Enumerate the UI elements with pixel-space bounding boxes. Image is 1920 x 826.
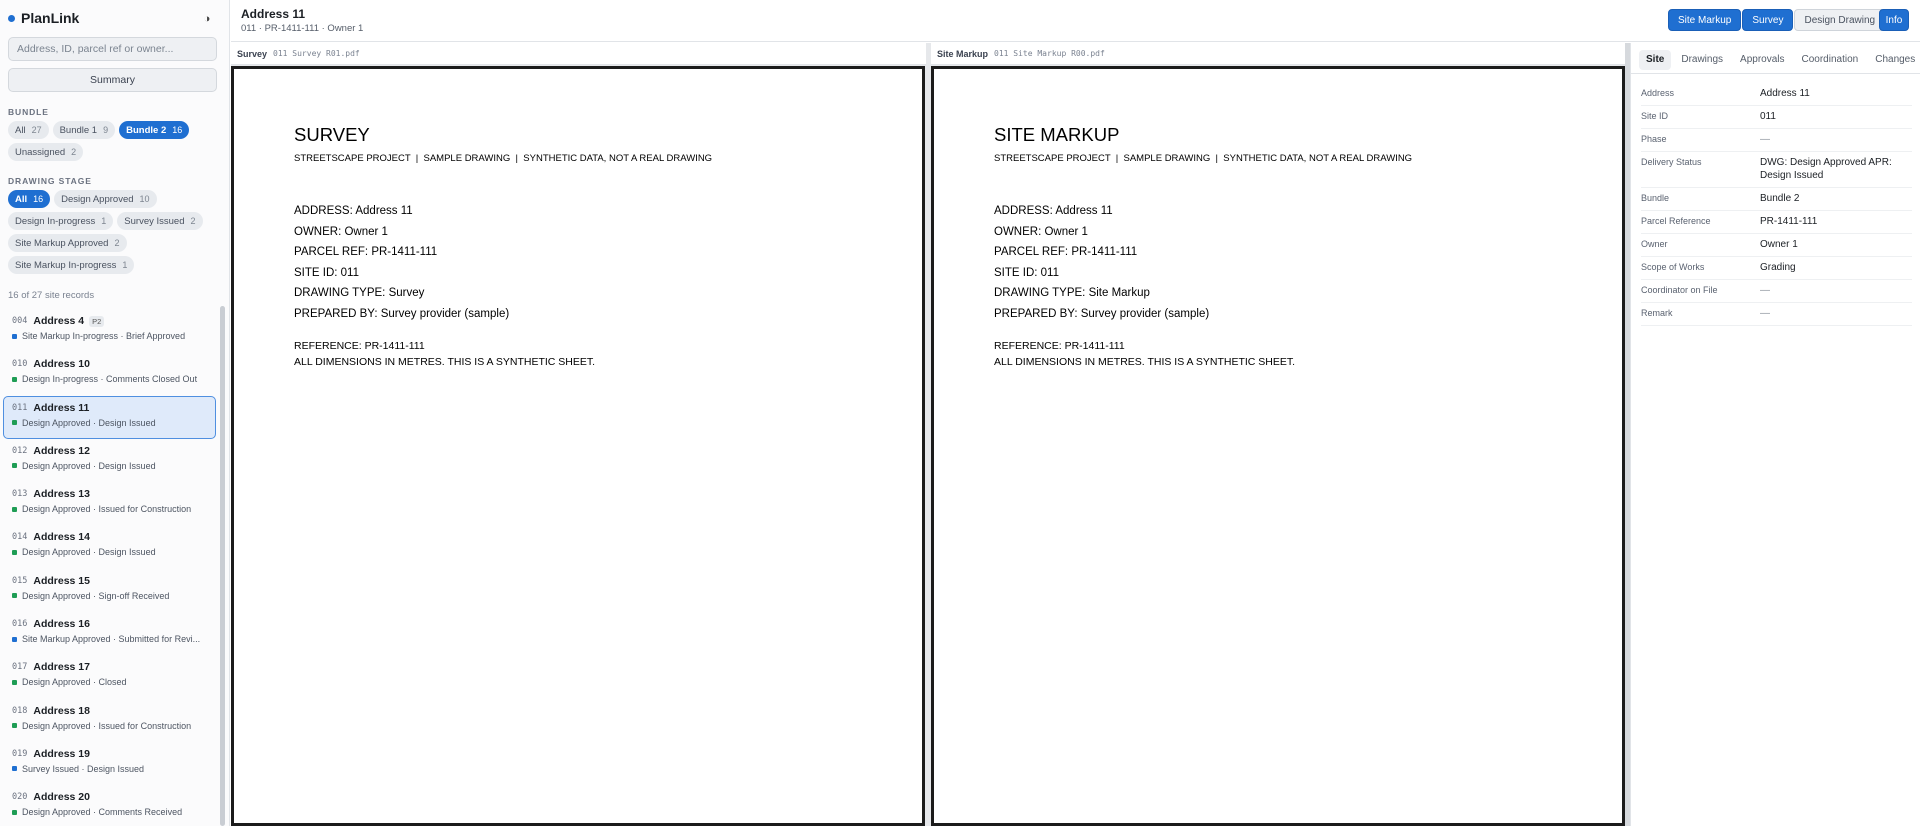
site-id: 016	[12, 619, 28, 630]
sheet-line: ADDRESS: Address 11	[294, 205, 413, 217]
sheet-ref-line: REFERENCE: PR-1411-111	[294, 340, 425, 352]
status-dot-icon	[12, 810, 17, 815]
field-row-remark	[1641, 303, 1912, 326]
site-status: Site Markup In-progress · Brief Approved	[22, 331, 186, 341]
stage-chip-label: Design Approved	[61, 193, 134, 205]
field-value: Grading	[1760, 262, 1796, 273]
site-item-header	[12, 487, 207, 501]
sheet-project-line: STREETSCAPE PROJECT | SAMPLE DRAWING | SYNTHETIC DATA, NOT A REAL DRAWING	[994, 153, 1413, 164]
viewer-filename: 011 Survey R01.pdf	[273, 49, 360, 58]
site-status: Design Approved · Issued for Construction	[22, 504, 192, 515]
field-row-phase	[1641, 129, 1912, 152]
site-status-row	[12, 677, 207, 687]
sheet-line: DRAWING TYPE: Site Markup	[994, 287, 1150, 299]
info-button[interactable]: Info	[1879, 9, 1909, 31]
site-name: Address 18	[33, 704, 90, 717]
site-item-header	[12, 444, 207, 458]
sheet-line: PARCEL REF: PR-1411-111	[294, 246, 438, 258]
field-row-site-id	[1641, 106, 1912, 129]
app-name: PlanLink	[21, 10, 80, 26]
site-item-header	[12, 530, 207, 544]
drawing-sheet[interactable]	[931, 66, 1625, 826]
stage-chip-design-in-progress[interactable]	[8, 212, 113, 230]
field-row-owner	[1641, 234, 1912, 257]
bundle-chip-count: 2	[71, 147, 77, 157]
survey-viewer	[231, 43, 926, 826]
brand	[8, 11, 79, 25]
page-title: Address 11	[241, 7, 306, 21]
site-list-item[interactable]	[3, 525, 216, 568]
field-label: Coordinator on File	[1641, 285, 1718, 295]
site-item-header	[12, 574, 207, 588]
viewer-kind: Site Markup	[937, 48, 989, 59]
stage-chip-design-approved[interactable]	[54, 190, 156, 208]
status-dot-icon	[12, 680, 17, 685]
site-status-row	[12, 504, 207, 514]
field-row-coordinator-on-file	[1641, 280, 1912, 303]
site-name: Address 17	[33, 661, 90, 674]
summary-button[interactable]: Summary	[8, 68, 217, 92]
field-row-parcel-reference	[1641, 211, 1912, 234]
bundle-chip-label: All	[15, 124, 26, 136]
field-label: Address	[1641, 88, 1675, 98]
view-toggle-survey[interactable]: Survey	[1742, 9, 1793, 31]
site-status-row	[12, 547, 207, 557]
view-toggle-group	[1668, 9, 1886, 31]
field-value: Address 11	[1760, 88, 1810, 99]
site-status: Design Approved · Design Issued	[22, 547, 156, 558]
sheet-ref-line: ALL DIMENSIONS IN METRES. THIS IS A SYNTHETIC SHEET.	[994, 356, 1296, 368]
site-list-item[interactable]	[3, 439, 216, 482]
site-name: Address 12	[33, 444, 90, 457]
site-item-header	[12, 401, 207, 415]
site-name: Address 19	[33, 747, 90, 760]
status-dot-icon	[12, 637, 17, 642]
bundle-chip-bundle-1[interactable]	[53, 121, 116, 139]
view-toggle-site-markup[interactable]: Site Markup	[1668, 9, 1741, 31]
site-name: Address 13	[33, 488, 90, 501]
field-label: Remark	[1641, 308, 1673, 318]
field-value: 011	[1760, 111, 1776, 122]
stage-filter	[8, 190, 218, 274]
viewer-kind: Survey	[237, 48, 268, 59]
field-value: Owner 1	[1760, 239, 1798, 250]
sheet-line: OWNER: Owner 1	[294, 225, 388, 238]
priority-badge: P2	[89, 316, 104, 327]
tab-changes[interactable]: Changes	[1875, 54, 1916, 65]
sheet-title: SURVEY	[294, 124, 370, 145]
site-status: Survey Issued · Design Issued	[22, 763, 145, 774]
stage-chip-count: 1	[122, 260, 128, 270]
site-name: Address 11	[33, 401, 90, 414]
site-item-header	[12, 704, 207, 718]
field-label: Scope of Works	[1641, 262, 1705, 272]
site-name: Address 15	[33, 574, 90, 587]
site-id: 004	[12, 316, 28, 326]
sheet-ref-line: REFERENCE: PR-1411-111	[994, 340, 1125, 352]
info-tabs	[1639, 50, 1920, 72]
theme-toggle-icon[interactable]: ◑	[203, 13, 211, 25]
stage-chip-count: 2	[114, 238, 120, 248]
stage-chip-all[interactable]	[8, 190, 50, 208]
tab-drawings[interactable]: Drawings	[1681, 54, 1724, 65]
sheet-line: ADDRESS: Address 11	[994, 205, 1113, 217]
site-item-header	[12, 790, 207, 804]
sheet-line: PREPARED BY: Survey provider (sample)	[994, 307, 1210, 320]
bundle-chip-bundle-2[interactable]	[119, 121, 189, 139]
tabs-divider	[1631, 73, 1920, 74]
site-status: Design Approved · Comments Received	[22, 807, 183, 818]
field-row-delivery-status	[1641, 152, 1912, 188]
brand-dot-icon	[8, 15, 15, 22]
site-status: Design Approved · Closed	[22, 677, 127, 688]
site-status: Design Approved · Sign-off Received	[22, 590, 170, 601]
bundle-chip-unassigned[interactable]	[8, 143, 83, 161]
search-input[interactable]	[8, 37, 217, 61]
site-status-row	[12, 807, 207, 817]
site-id: 020	[12, 792, 28, 803]
stage-chip-count: 2	[190, 216, 196, 226]
site-status-row	[12, 764, 207, 774]
field-value: DWG: Design Approved APR: Design Issued	[1760, 157, 1892, 181]
viewer-toolbar	[231, 43, 926, 65]
stage-chip-count: 10	[139, 194, 150, 204]
site-list-item[interactable]	[3, 352, 216, 395]
site-name: Address 4	[33, 315, 85, 327]
viewer-toolbar	[931, 43, 1625, 65]
field-row-address	[1641, 83, 1912, 106]
field-row-bundle	[1641, 188, 1912, 211]
site-list-item[interactable]	[3, 309, 216, 352]
field-value: Bundle 2	[1760, 193, 1800, 204]
status-dot-icon	[12, 723, 17, 728]
status-dot-icon	[12, 377, 17, 382]
field-label: Site ID	[1641, 111, 1669, 121]
site-markup-viewer	[931, 43, 1625, 826]
site-status: Design Approved · Design Issued	[22, 417, 156, 428]
view-toggle-design-drawing[interactable]: Design Drawing	[1794, 9, 1885, 31]
site-id: 015	[12, 575, 28, 586]
site-name: Address 20	[33, 791, 90, 804]
bundle-chip-count: 9	[103, 125, 109, 135]
stage-chip-count: 16	[33, 194, 44, 204]
site-item-header	[12, 314, 207, 328]
drawing-sheet[interactable]	[231, 66, 925, 826]
site-status-row	[12, 418, 207, 428]
site-id: 013	[12, 489, 28, 500]
stage-chip-site-markup-in-progress[interactable]	[8, 256, 134, 274]
stage-chip-count: 1	[101, 216, 107, 226]
status-dot-icon	[12, 766, 17, 771]
status-dot-icon	[12, 420, 17, 425]
site-id: 019	[12, 748, 28, 759]
tab-site[interactable]: Site	[1639, 50, 1671, 70]
sheet-details	[294, 201, 509, 324]
site-status-row	[12, 721, 207, 731]
status-dot-icon	[12, 550, 17, 555]
site-id: 018	[12, 705, 28, 716]
status-dot-icon	[12, 463, 17, 468]
sheet-line: PARCEL REF: PR-1411-111	[994, 246, 1138, 258]
site-id: 017	[12, 662, 28, 673]
bundle-filter	[8, 121, 223, 161]
record-count: 16 of 27 site records	[8, 290, 95, 301]
site-status-row	[12, 331, 207, 341]
site-list-item[interactable]	[3, 655, 216, 698]
site-status: Design Approved · Design Issued	[22, 460, 156, 471]
field-value: —	[1760, 134, 1770, 145]
field-label: Bundle	[1641, 193, 1670, 203]
header	[231, 0, 1920, 42]
stage-chip-label: Site Markup Approved	[15, 237, 109, 249]
site-list-item[interactable]	[3, 396, 216, 439]
stage-chip-label: Design In-progress	[15, 215, 96, 227]
site-status-row	[12, 634, 207, 644]
page-subtitle: 011 · PR-1411-111 · Owner 1	[241, 23, 364, 34]
site-name: Address 14	[33, 531, 90, 544]
site-list-item[interactable]	[3, 785, 216, 826]
field-label: Owner	[1641, 239, 1668, 249]
bundle-chip-label: Bundle 2	[126, 124, 167, 136]
info-panel	[1630, 43, 1920, 826]
bundle-chip-count: 27	[31, 125, 42, 135]
tab-coordination[interactable]: Coordination	[1801, 54, 1859, 65]
field-label: Delivery Status	[1641, 157, 1702, 167]
field-value: —	[1760, 308, 1770, 319]
field-value: PR-1411-111	[1760, 216, 1818, 227]
site-name: Address 16	[33, 618, 90, 631]
field-label: Parcel Reference	[1641, 216, 1711, 226]
bundle-chip-label: Unassigned	[15, 146, 66, 158]
site-item-header	[12, 660, 207, 674]
site-list-item[interactable]	[3, 699, 216, 742]
stage-chip-label: All	[15, 193, 28, 205]
sheet-line: DRAWING TYPE: Survey	[294, 287, 425, 299]
site-status-row	[12, 461, 207, 471]
site-status: Site Markup Approved · Submitted for Revi...	[22, 634, 201, 645]
site-item-header	[12, 747, 207, 761]
site-list-item[interactable]	[3, 482, 216, 525]
bundle-chip-label: Bundle 1	[59, 124, 98, 136]
bundle-chip-all[interactable]	[8, 121, 49, 139]
sheet-title: SITE MARKUP	[994, 124, 1120, 145]
site-list-item[interactable]	[3, 612, 216, 655]
sheet-details	[994, 201, 1209, 324]
field-label: Phase	[1641, 134, 1667, 144]
status-dot-icon	[12, 593, 17, 598]
site-fields	[1641, 83, 1912, 326]
viewer-filename: 011 Site Markup R00.pdf	[994, 49, 1105, 58]
bundle-chip-count: 16	[172, 125, 183, 135]
sidebar	[0, 0, 230, 826]
site-status-row	[12, 374, 207, 384]
sheet-reference	[994, 338, 1295, 370]
stage-chip-label: Survey Issued	[124, 215, 185, 227]
site-id: 012	[12, 445, 28, 456]
status-dot-icon	[12, 334, 17, 339]
site-list-item[interactable]	[3, 569, 216, 612]
sheet-line: PREPARED BY: Survey provider (sample)	[294, 307, 510, 320]
site-item-header	[12, 617, 207, 631]
status-dot-icon	[12, 507, 17, 512]
sheet-reference	[294, 338, 595, 370]
site-id: 010	[12, 359, 28, 370]
stage-section-label: DRAWING STAGE	[8, 176, 92, 186]
stage-chip-site-markup-approved[interactable]	[8, 234, 127, 252]
sheet-ref-line: ALL DIMENSIONS IN METRES. THIS IS A SYNTHETIC SHEET.	[294, 356, 596, 368]
tab-approvals[interactable]: Approvals	[1740, 54, 1785, 65]
site-status: Design In-progress · Comments Closed Out	[22, 374, 198, 385]
sheet-line: OWNER: Owner 1	[994, 225, 1088, 238]
site-status: Design Approved · Issued for Construction	[22, 720, 192, 731]
site-name: Address 10	[33, 358, 90, 371]
site-list-scrollbar[interactable]	[220, 306, 225, 826]
field-row-scope-of-works	[1641, 257, 1912, 280]
site-status-row	[12, 591, 207, 601]
field-value: —	[1760, 285, 1770, 296]
site-list-item[interactable]	[3, 742, 216, 785]
sheet-project-line: STREETSCAPE PROJECT | SAMPLE DRAWING | SYNTHETIC DATA, NOT A REAL DRAWING	[294, 153, 713, 164]
sheet-line: SITE ID: 011	[994, 266, 1059, 279]
stage-chip-survey-issued[interactable]	[117, 212, 202, 230]
site-item-header	[12, 357, 207, 371]
bundle-section-label: BUNDLE	[8, 107, 49, 117]
stage-chip-label: Site Markup In-progress	[15, 259, 117, 271]
site-list	[3, 309, 216, 826]
site-id: 014	[12, 532, 28, 543]
site-id: 011	[12, 402, 28, 413]
sheet-line: SITE ID: 011	[294, 266, 359, 279]
